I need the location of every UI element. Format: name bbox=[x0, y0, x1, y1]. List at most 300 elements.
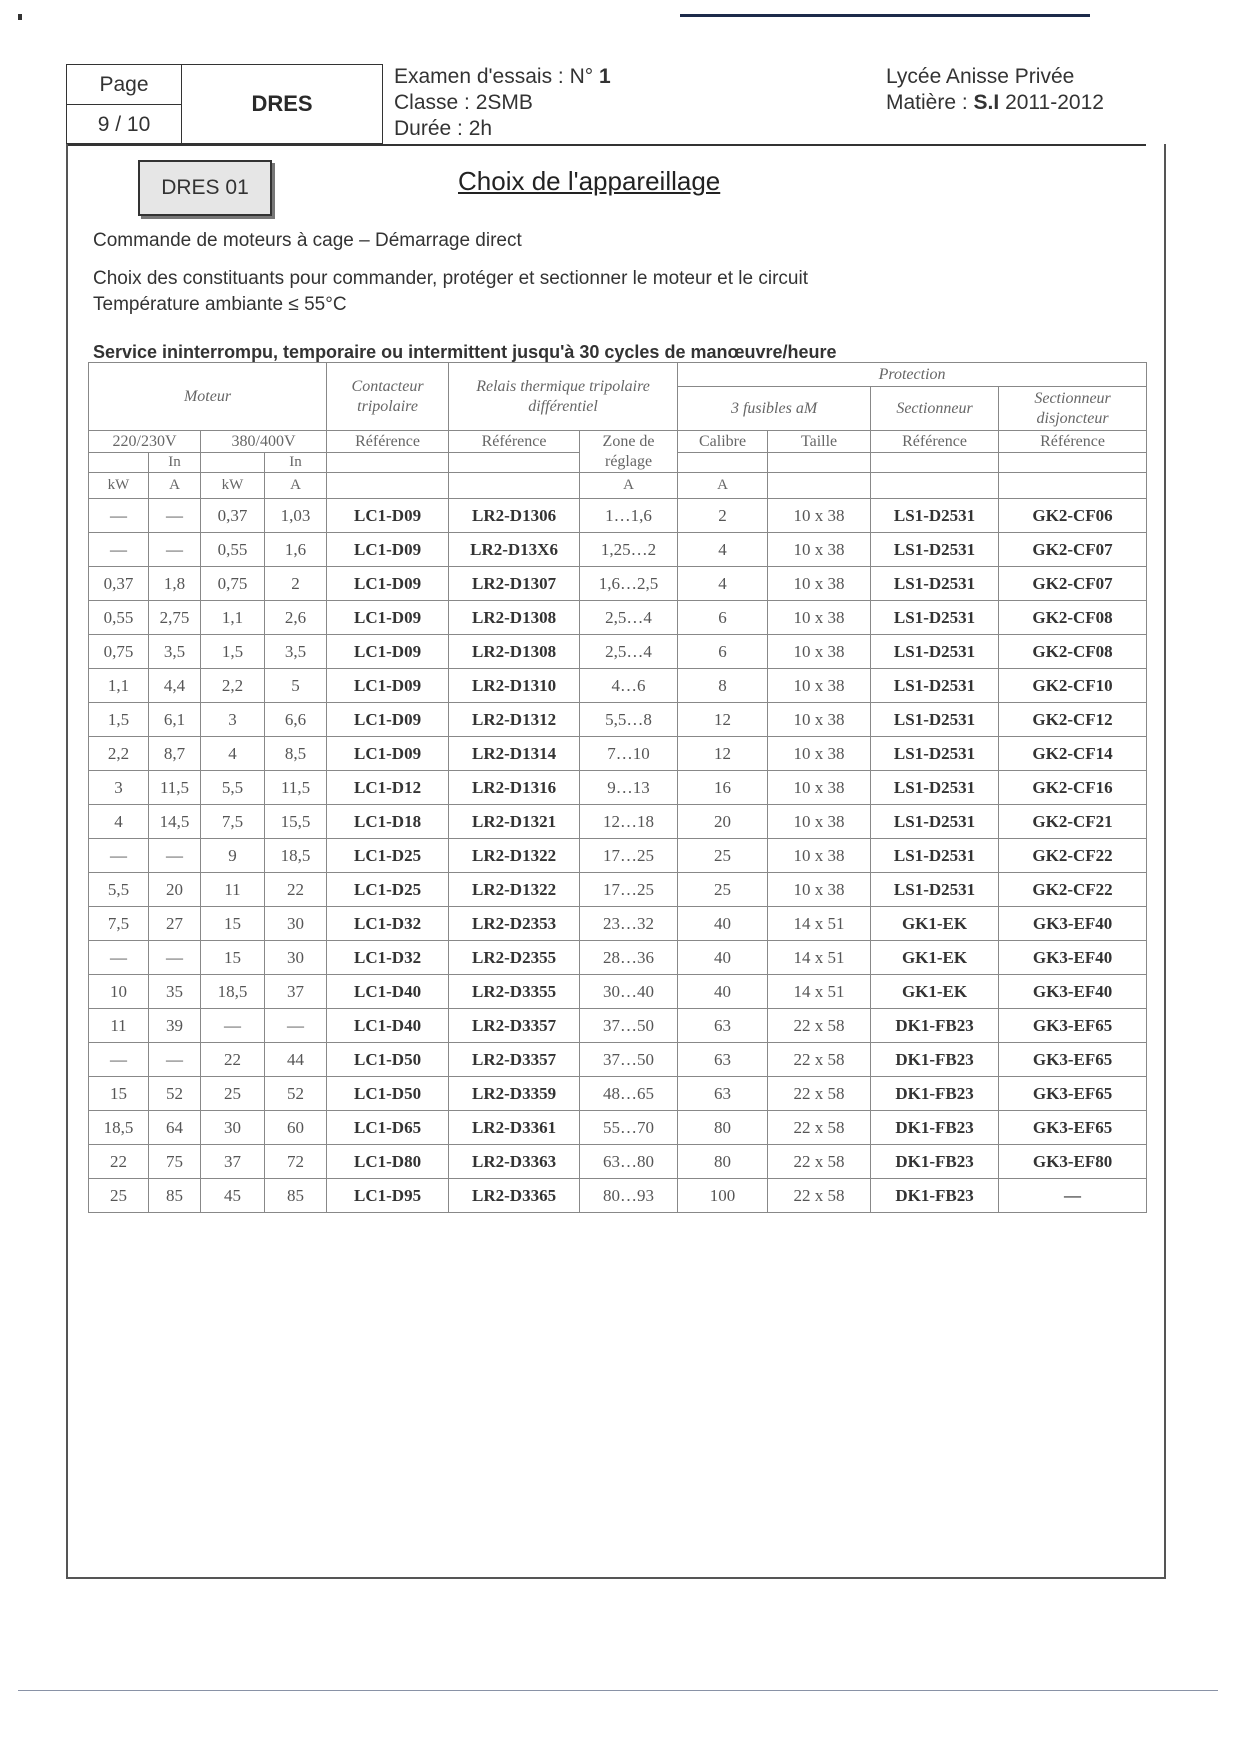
table-cell: 25 bbox=[201, 1077, 265, 1111]
table-cell: 1,1 bbox=[201, 601, 265, 635]
header-zone: Zone de réglage bbox=[580, 431, 678, 473]
table-cell: GK2-CF16 bbox=[999, 771, 1147, 805]
table-cell: DK1-FB23 bbox=[871, 1145, 999, 1179]
table-cell: 27 bbox=[149, 907, 201, 941]
table-cell: 17…25 bbox=[580, 839, 678, 873]
table-cell: GK3-EF40 bbox=[999, 941, 1147, 975]
table-cell: 14 x 51 bbox=[768, 941, 871, 975]
table-cell: 14 x 51 bbox=[768, 907, 871, 941]
table-cell: GK2-CF22 bbox=[999, 873, 1147, 907]
table-cell: LC1-D09 bbox=[327, 635, 449, 669]
table-cell: 0,55 bbox=[89, 601, 149, 635]
table-cell: 6,6 bbox=[265, 703, 327, 737]
table-cell: 63 bbox=[678, 1077, 768, 1111]
section-badge: DRES 01 bbox=[138, 160, 272, 216]
table-cell: 20 bbox=[678, 805, 768, 839]
table-cell: LC1-D25 bbox=[327, 873, 449, 907]
table-cell: LR2-D3361 bbox=[449, 1111, 580, 1145]
table-cell: 55…70 bbox=[580, 1111, 678, 1145]
table-cell: LC1-D80 bbox=[327, 1145, 449, 1179]
table-cell: 1,6…2,5 bbox=[580, 567, 678, 601]
page-label: Page bbox=[67, 65, 181, 105]
table-cell: 39 bbox=[149, 1009, 201, 1043]
table-cell: LC1-D09 bbox=[327, 567, 449, 601]
table-cell: 22 x 58 bbox=[768, 1179, 871, 1213]
table-cell: LR2-D1322 bbox=[449, 873, 580, 907]
table-cell: 10 x 38 bbox=[768, 533, 871, 567]
table-cell: 16 bbox=[678, 771, 768, 805]
table-cell: 3 bbox=[89, 771, 149, 805]
scan-edge-line bbox=[18, 1690, 1218, 1691]
table-cell: 25 bbox=[678, 839, 768, 873]
table-row bbox=[89, 1009, 1147, 1043]
header-ref-relais: Référence bbox=[449, 431, 580, 453]
table-cell: 3,5 bbox=[265, 635, 327, 669]
table-cell: 85 bbox=[265, 1179, 327, 1213]
table-cell: 1,03 bbox=[265, 499, 327, 533]
table-row bbox=[89, 975, 1147, 1009]
table-cell: GK2-CF21 bbox=[999, 805, 1147, 839]
table-cell: 10 x 38 bbox=[768, 567, 871, 601]
table-cell: 5,5…8 bbox=[580, 703, 678, 737]
table-cell: 72 bbox=[265, 1145, 327, 1179]
table-cell: 0,75 bbox=[89, 635, 149, 669]
unit-a-2: A bbox=[265, 473, 327, 499]
table-cell: 85 bbox=[149, 1179, 201, 1213]
header-calibre: Calibre bbox=[678, 431, 768, 453]
unit-kw-2: kW bbox=[201, 473, 265, 499]
table-cell: — bbox=[149, 499, 201, 533]
page-box bbox=[66, 64, 182, 144]
table-cell: — bbox=[149, 1043, 201, 1077]
table-row bbox=[89, 1077, 1147, 1111]
table-cell: 11 bbox=[89, 1009, 149, 1043]
intro-line-2: Choix des constituants pour commander, protéger et sectionner le moteur et le circuit bbox=[93, 268, 808, 289]
school-info bbox=[886, 64, 1104, 116]
table-cell: 2 bbox=[265, 567, 327, 601]
page-frame-right bbox=[1164, 144, 1166, 1577]
table-cell: 30 bbox=[265, 941, 327, 975]
table-cell: 1,8 bbox=[149, 567, 201, 601]
table-cell: LS1-D2531 bbox=[871, 533, 999, 567]
table-cell: 4 bbox=[678, 533, 768, 567]
table-row bbox=[89, 1179, 1147, 1213]
table-cell: 11,5 bbox=[265, 771, 327, 805]
table-cell: LS1-D2531 bbox=[871, 567, 999, 601]
table-cell: LR2-D1310 bbox=[449, 669, 580, 703]
table-cell: 63 bbox=[678, 1043, 768, 1077]
table-cell: LS1-D2531 bbox=[871, 737, 999, 771]
table-cell: 22 bbox=[201, 1043, 265, 1077]
table-cell: LC1-D09 bbox=[327, 703, 449, 737]
table-cell: LC1-D12 bbox=[327, 771, 449, 805]
table-cell: 6,1 bbox=[149, 703, 201, 737]
table-cell: LR2-D13X6 bbox=[449, 533, 580, 567]
table-cell: DK1-FB23 bbox=[871, 1077, 999, 1111]
table-cell: — bbox=[149, 533, 201, 567]
table-cell: LR2-D2355 bbox=[449, 941, 580, 975]
table-cell: GK3-EF65 bbox=[999, 1043, 1147, 1077]
table-cell: 2,5…4 bbox=[580, 601, 678, 635]
table-cell: 63…80 bbox=[580, 1145, 678, 1179]
table-cell: 52 bbox=[265, 1077, 327, 1111]
page-frame-bottom bbox=[66, 1577, 1166, 1579]
table-cell: LS1-D2531 bbox=[871, 635, 999, 669]
table-cell: 6 bbox=[678, 601, 768, 635]
table-cell: LR2-D1312 bbox=[449, 703, 580, 737]
table-cell: 2,75 bbox=[149, 601, 201, 635]
table-cell: 40 bbox=[678, 975, 768, 1009]
table-row bbox=[89, 499, 1147, 533]
table-cell: 18,5 bbox=[201, 975, 265, 1009]
table-cell: 22 bbox=[265, 873, 327, 907]
table-cell: GK3-EF65 bbox=[999, 1009, 1147, 1043]
table-cell: 60 bbox=[265, 1111, 327, 1145]
table-cell: — bbox=[89, 941, 149, 975]
table-cell: 30 bbox=[201, 1111, 265, 1145]
table-cell: LR2-D3357 bbox=[449, 1043, 580, 1077]
table-cell: LS1-D2531 bbox=[871, 805, 999, 839]
table-cell: 8,7 bbox=[149, 737, 201, 771]
table-cell: 1,1 bbox=[89, 669, 149, 703]
unit-zone: A bbox=[580, 473, 678, 499]
table-cell: LR2-D3355 bbox=[449, 975, 580, 1009]
table-cell: LR2-D3357 bbox=[449, 1009, 580, 1043]
table-cell: 8 bbox=[678, 669, 768, 703]
table-cell: 3,5 bbox=[149, 635, 201, 669]
table-cell: LC1-D25 bbox=[327, 839, 449, 873]
table-cell: 40 bbox=[678, 941, 768, 975]
table-cell: LR2-D1314 bbox=[449, 737, 580, 771]
table-cell: — bbox=[89, 499, 149, 533]
header-ref-disjoncteur: Référence bbox=[999, 431, 1147, 453]
header-taille: Taille bbox=[768, 431, 871, 453]
table-row bbox=[89, 839, 1147, 873]
header-sectionneur-disjoncteur: Sectionneur disjoncteur bbox=[999, 387, 1147, 431]
table-cell: GK2-CF07 bbox=[999, 567, 1147, 601]
table-cell: LC1-D32 bbox=[327, 907, 449, 941]
table-cell: 22 x 58 bbox=[768, 1111, 871, 1145]
table-row bbox=[89, 1111, 1147, 1145]
table-cell: 7…10 bbox=[580, 737, 678, 771]
table-cell: LC1-D09 bbox=[327, 737, 449, 771]
table-cell: GK3-EF80 bbox=[999, 1145, 1147, 1179]
table-cell: 3 bbox=[201, 703, 265, 737]
table-cell: 10 x 38 bbox=[768, 805, 871, 839]
table-cell: 22 x 58 bbox=[768, 1043, 871, 1077]
table-cell: 22 x 58 bbox=[768, 1077, 871, 1111]
table-cell: 10 x 38 bbox=[768, 873, 871, 907]
table-cell: 1,5 bbox=[89, 703, 149, 737]
table-cell: 15,5 bbox=[265, 805, 327, 839]
table-cell: LC1-D09 bbox=[327, 499, 449, 533]
table-cell: LS1-D2531 bbox=[871, 703, 999, 737]
exam-info bbox=[394, 64, 611, 142]
table-cell: LC1-D09 bbox=[327, 533, 449, 567]
table-cell: 18,5 bbox=[265, 839, 327, 873]
table-cell: GK3-EF65 bbox=[999, 1077, 1147, 1111]
table-cell: LC1-D09 bbox=[327, 669, 449, 703]
page-number: 9 / 10 bbox=[97, 112, 151, 136]
table-cell: 22 x 58 bbox=[768, 1009, 871, 1043]
table-cell: 25 bbox=[89, 1179, 149, 1213]
table-cell: LC1-D95 bbox=[327, 1179, 449, 1213]
table-cell: 11 bbox=[201, 873, 265, 907]
table-cell: 1…1,6 bbox=[580, 499, 678, 533]
table-cell: GK2-CF22 bbox=[999, 839, 1147, 873]
table-cell: 10 bbox=[89, 975, 149, 1009]
scan-edge-line bbox=[680, 14, 1090, 17]
table-cell: 0,37 bbox=[89, 567, 149, 601]
table-cell: LC1-D40 bbox=[327, 975, 449, 1009]
table-cell: 44 bbox=[265, 1043, 327, 1077]
table-cell: LR2-D1321 bbox=[449, 805, 580, 839]
table-cell: GK2-CF08 bbox=[999, 635, 1147, 669]
table-row bbox=[89, 601, 1147, 635]
table-cell: LC1-D50 bbox=[327, 1043, 449, 1077]
table-cell: DK1-FB23 bbox=[871, 1043, 999, 1077]
table-cell: 1,25…2 bbox=[580, 533, 678, 567]
school-name: Lycée Anisse Privée bbox=[886, 65, 1075, 88]
table-cell: GK1-EK bbox=[871, 941, 999, 975]
table-cell: GK2-CF08 bbox=[999, 601, 1147, 635]
table-cell: LR2-D2353 bbox=[449, 907, 580, 941]
table-cell: 35 bbox=[149, 975, 201, 1009]
unit-kw-1: kW bbox=[89, 473, 149, 499]
table-cell: 4 bbox=[89, 805, 149, 839]
table-cell: 2 bbox=[678, 499, 768, 533]
subject-prefix: Matière : bbox=[886, 91, 968, 114]
table-cell: LR2-D1308 bbox=[449, 635, 580, 669]
table-cell: LR2-D1322 bbox=[449, 839, 580, 873]
table-cell: 10 x 38 bbox=[768, 635, 871, 669]
exam-number: 1 bbox=[599, 65, 611, 88]
table-cell: 2,5…4 bbox=[580, 635, 678, 669]
header-220v: 220/230V bbox=[89, 431, 201, 453]
header-protection: Protection bbox=[678, 363, 1147, 387]
unit-a-1: A bbox=[149, 473, 201, 499]
table-cell: 4,4 bbox=[149, 669, 201, 703]
table-row bbox=[89, 1043, 1147, 1077]
table-cell: GK3-EF40 bbox=[999, 907, 1147, 941]
table-cell: 6 bbox=[678, 635, 768, 669]
table-row bbox=[89, 669, 1147, 703]
table-cell: 12 bbox=[678, 703, 768, 737]
table-cell: 14,5 bbox=[149, 805, 201, 839]
table-cell: 2,2 bbox=[201, 669, 265, 703]
table-cell: 28…36 bbox=[580, 941, 678, 975]
table-cell: 12…18 bbox=[580, 805, 678, 839]
table-cell: 37…50 bbox=[580, 1009, 678, 1043]
table-cell: 2,6 bbox=[265, 601, 327, 635]
table-cell: 1,6 bbox=[265, 533, 327, 567]
table-cell: LR2-D1316 bbox=[449, 771, 580, 805]
table-cell: 10 x 38 bbox=[768, 839, 871, 873]
table-cell: 0,75 bbox=[201, 567, 265, 601]
table-row bbox=[89, 941, 1147, 975]
school-year: 2011-2012 bbox=[1005, 91, 1104, 114]
table-cell: 4 bbox=[678, 567, 768, 601]
header-relais: Relais thermique tripolaire différentiel bbox=[449, 363, 678, 431]
header-ref-sectionneur: Référence bbox=[871, 431, 999, 453]
table-cell: 8,5 bbox=[265, 737, 327, 771]
table-cell: GK1-EK bbox=[871, 907, 999, 941]
table-cell: 30…40 bbox=[580, 975, 678, 1009]
table-cell: 9…13 bbox=[580, 771, 678, 805]
table-cell: — bbox=[999, 1179, 1147, 1213]
table-cell: 1,5 bbox=[201, 635, 265, 669]
table-cell: 80 bbox=[678, 1145, 768, 1179]
class-text: Classe : 2SMB bbox=[394, 91, 533, 114]
table-cell: 100 bbox=[678, 1179, 768, 1213]
table-cell: LS1-D2531 bbox=[871, 839, 999, 873]
scan-speck bbox=[18, 14, 22, 20]
table-cell: 12 bbox=[678, 737, 768, 771]
header-ref-contacteur: Référence bbox=[327, 431, 449, 453]
intro-line-3: Température ambiante ≤ 55°C bbox=[93, 294, 347, 315]
table-row bbox=[89, 703, 1147, 737]
table-body bbox=[89, 499, 1147, 1213]
table-cell: 40 bbox=[678, 907, 768, 941]
table-cell: 10 x 38 bbox=[768, 601, 871, 635]
table-cell: 15 bbox=[89, 1077, 149, 1111]
table-cell: 37…50 bbox=[580, 1043, 678, 1077]
table-row bbox=[89, 567, 1147, 601]
table-cell: LS1-D2531 bbox=[871, 601, 999, 635]
header-moteur: Moteur bbox=[89, 363, 327, 431]
table-cell: LC1-D65 bbox=[327, 1111, 449, 1145]
table-cell: 0,55 bbox=[201, 533, 265, 567]
table-row bbox=[89, 635, 1147, 669]
table-cell: 15 bbox=[201, 907, 265, 941]
header-sectionneur: Sectionneur bbox=[871, 387, 999, 431]
intro-line-1: Commande de moteurs à cage – Démarrage direct bbox=[93, 230, 522, 251]
table-cell: LS1-D2531 bbox=[871, 873, 999, 907]
table-row bbox=[89, 533, 1147, 567]
table-cell: 14 x 51 bbox=[768, 975, 871, 1009]
table-cell: LC1-D50 bbox=[327, 1077, 449, 1111]
table-cell: LC1-D09 bbox=[327, 601, 449, 635]
table-cell: 80 bbox=[678, 1111, 768, 1145]
page-frame-left bbox=[66, 144, 68, 1577]
table-cell: 7,5 bbox=[89, 907, 149, 941]
table-cell: — bbox=[89, 533, 149, 567]
table-cell: 10 x 38 bbox=[768, 703, 871, 737]
table-cell: 52 bbox=[149, 1077, 201, 1111]
document-header bbox=[66, 64, 1146, 144]
header-contacteur: Contacteur tripolaire bbox=[327, 363, 449, 431]
table-cell: 18,5 bbox=[89, 1111, 149, 1145]
table-cell: LR2-D1308 bbox=[449, 601, 580, 635]
table-cell: LR2-D3363 bbox=[449, 1145, 580, 1179]
table-row bbox=[89, 771, 1147, 805]
table-cell: GK2-CF12 bbox=[999, 703, 1147, 737]
table-cell: — bbox=[265, 1009, 327, 1043]
table-cell: 63 bbox=[678, 1009, 768, 1043]
table-cell: 23…32 bbox=[580, 907, 678, 941]
table-cell: 10 x 38 bbox=[768, 771, 871, 805]
table-row bbox=[89, 1145, 1147, 1179]
table-cell: 5,5 bbox=[89, 873, 149, 907]
table-cell: LS1-D2531 bbox=[871, 771, 999, 805]
table-cell: GK2-CF06 bbox=[999, 499, 1147, 533]
exam-label: Examen d'essais : N° bbox=[394, 65, 594, 88]
table-row bbox=[89, 873, 1147, 907]
table-cell: 10 x 38 bbox=[768, 669, 871, 703]
table-cell: LR2-D1306 bbox=[449, 499, 580, 533]
table-cell: 15 bbox=[201, 941, 265, 975]
header-in-1: In bbox=[149, 453, 201, 473]
table-cell: 37 bbox=[265, 975, 327, 1009]
table-cell: 20 bbox=[149, 873, 201, 907]
table-cell: — bbox=[149, 839, 201, 873]
table-cell: 11,5 bbox=[149, 771, 201, 805]
table-cell: — bbox=[149, 941, 201, 975]
table-cell: GK2-CF14 bbox=[999, 737, 1147, 771]
table-cell: GK3-EF65 bbox=[999, 1111, 1147, 1145]
table-row bbox=[89, 737, 1147, 771]
table-cell: LC1-D18 bbox=[327, 805, 449, 839]
table-cell: 22 bbox=[89, 1145, 149, 1179]
header-divider bbox=[66, 144, 1146, 146]
table-cell: 5 bbox=[265, 669, 327, 703]
duration-text: Durée : 2h bbox=[394, 117, 493, 140]
table-cell: — bbox=[89, 1043, 149, 1077]
table-cell: DK1-FB23 bbox=[871, 1179, 999, 1213]
table-cell: 80…93 bbox=[580, 1179, 678, 1213]
table-cell: LC1-D32 bbox=[327, 941, 449, 975]
table-cell: 7,5 bbox=[201, 805, 265, 839]
table-cell: — bbox=[201, 1009, 265, 1043]
table-cell: 0,37 bbox=[201, 499, 265, 533]
table-cell: 5,5 bbox=[201, 771, 265, 805]
table-cell: DK1-FB23 bbox=[871, 1009, 999, 1043]
table-cell: 4…6 bbox=[580, 669, 678, 703]
table-cell: — bbox=[89, 839, 149, 873]
equipment-table bbox=[88, 362, 1147, 1213]
table-cell: GK1-EK bbox=[871, 975, 999, 1009]
table-cell: LC1-D40 bbox=[327, 1009, 449, 1043]
table-cell: GK2-CF07 bbox=[999, 533, 1147, 567]
table-cell: 9 bbox=[201, 839, 265, 873]
table-cell: 37 bbox=[201, 1145, 265, 1179]
table-cell: 75 bbox=[149, 1145, 201, 1179]
table-cell: GK3-EF40 bbox=[999, 975, 1147, 1009]
table-cell: 2,2 bbox=[89, 737, 149, 771]
table-cell: 10 x 38 bbox=[768, 499, 871, 533]
table-cell: 4 bbox=[201, 737, 265, 771]
table-cell: 22 x 58 bbox=[768, 1145, 871, 1179]
header-fusibles: 3 fusibles aM bbox=[678, 387, 871, 431]
table-row bbox=[89, 805, 1147, 839]
table-cell: 48…65 bbox=[580, 1077, 678, 1111]
table-cell: DK1-FB23 bbox=[871, 1111, 999, 1145]
table-cell: 64 bbox=[149, 1111, 201, 1145]
header-380v: 380/400V bbox=[201, 431, 327, 453]
page-title: Choix de l'appareillage bbox=[458, 166, 721, 196]
table-cell: GK2-CF10 bbox=[999, 669, 1147, 703]
table-cell: LS1-D2531 bbox=[871, 669, 999, 703]
table-cell: 17…25 bbox=[580, 873, 678, 907]
table-cell: 45 bbox=[201, 1179, 265, 1213]
table-cell: 25 bbox=[678, 873, 768, 907]
header-in-2: In bbox=[265, 453, 327, 473]
service-heading: Service ininterrompu, temporaire ou intermittent jusqu'à 30 cycles de manœuvre/heure bbox=[93, 342, 837, 362]
table-row bbox=[89, 907, 1147, 941]
unit-calibre: A bbox=[678, 473, 768, 499]
subject: S.I bbox=[973, 91, 1000, 114]
table-cell: 10 x 38 bbox=[768, 737, 871, 771]
